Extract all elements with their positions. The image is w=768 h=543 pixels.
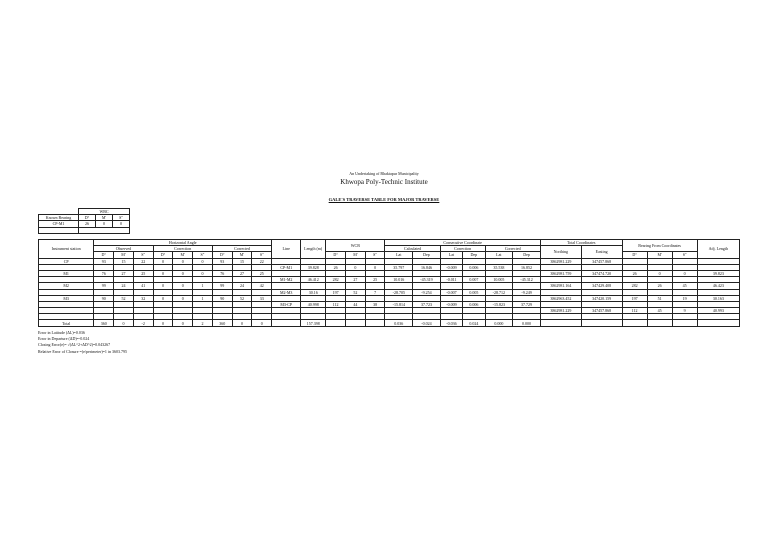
- col-bfc-s: S": [672, 252, 697, 258]
- northing-value: 3862981.229: [540, 258, 581, 264]
- total-row: [39, 320, 740, 326]
- total-observed: -2: [133, 320, 153, 326]
- corrected-angle: 93: [212, 258, 232, 264]
- col-easting: Easting: [581, 246, 622, 258]
- total-calc: 0.036: [385, 320, 413, 326]
- known-bearing-table: [38, 208, 130, 234]
- observed-angle: 76: [94, 270, 114, 276]
- total-corrected-coord: 0.000: [513, 320, 541, 326]
- corrected-angle: 27: [232, 270, 252, 276]
- corrected-angle: 52: [232, 295, 252, 301]
- col-bearing-from-coordinates: Bearing From Coordinates: [622, 240, 697, 252]
- northing-value: 3862963.452: [540, 295, 581, 301]
- bearing-from-coord: 26: [647, 283, 672, 289]
- col-horizontal-angle: Horizontal Angle: [94, 240, 272, 246]
- bearing-from-coord: 112: [622, 308, 647, 314]
- note-relative-error: Relative Error of Closure =(e/perimeter)=1 in 3603.795: [38, 348, 128, 354]
- municipality-line: An Undertaking of Bhaktapur Municipality: [349, 171, 419, 176]
- wcb-title: WBC: [79, 209, 130, 215]
- col-dep: Dep: [463, 252, 485, 258]
- corrected-angle: 24: [232, 283, 252, 289]
- observed-angle: 99: [94, 283, 114, 289]
- line-name: M2-M3: [272, 289, 301, 295]
- col-m: M': [232, 252, 252, 258]
- observed-angle: 93: [94, 258, 114, 264]
- corrected-angle: 15: [232, 258, 252, 264]
- col-total-coordinates: Total Coordinates: [540, 240, 622, 246]
- observed-angle: 22: [133, 258, 153, 264]
- line-wcb: 112: [326, 301, 346, 307]
- line-wcb: 44: [345, 301, 365, 307]
- col-corrected: Corrected: [212, 246, 271, 252]
- observed-angle: 52: [114, 295, 134, 301]
- col-s: S": [252, 252, 272, 258]
- line-length: 39.828: [301, 264, 326, 270]
- calc-coord: -45.319: [413, 277, 441, 283]
- col-bfc-d: D°: [622, 252, 647, 258]
- line-name: M1-M2: [272, 277, 301, 283]
- total-observed: 360: [94, 320, 114, 326]
- angle-correction: 0: [173, 270, 193, 276]
- bearing-from-coord: 197: [622, 295, 647, 301]
- coord-correction: -0.007: [440, 289, 462, 295]
- empty-cell: [647, 320, 672, 326]
- empty-cell: [365, 320, 385, 326]
- col-wcb-s: S": [365, 252, 385, 258]
- corrected-coord: -45.312: [513, 277, 541, 283]
- col-wcb-d: D°: [326, 252, 346, 258]
- corrected-angle: 33: [252, 295, 272, 301]
- corrected-coord: -15.823: [485, 301, 513, 307]
- known-bearing-label: Known Bearing: [39, 215, 79, 221]
- corrected-angle: 22: [252, 258, 272, 264]
- known-bearing-m: 0: [96, 221, 113, 227]
- col-wcb-m: M': [345, 252, 365, 258]
- col-length: Length (m): [301, 240, 326, 259]
- line-wcb: 26: [326, 264, 346, 270]
- col-s: S": [193, 252, 213, 258]
- angle-correction: 0: [193, 258, 213, 264]
- bearing-from-coord: 51: [647, 295, 672, 301]
- line-wcb: 0: [345, 264, 365, 270]
- calc-coord: -28.705: [385, 289, 413, 295]
- col-m: M': [173, 252, 193, 258]
- known-bearing-d: 26: [79, 221, 96, 227]
- coord-correction: 0.007: [463, 277, 485, 283]
- total-corrected: 0: [232, 320, 252, 326]
- col-instrument-station: Instrument station: [39, 240, 94, 259]
- error-notes: [38, 330, 127, 355]
- col-consecutive: Consecutive Coordinate: [385, 240, 540, 246]
- easting-value: 347429.408: [581, 283, 622, 289]
- line-wcb: 0: [365, 264, 385, 270]
- observed-angle: 27: [114, 270, 134, 276]
- easting-value: 347457.868: [581, 308, 622, 314]
- corrected-coord: 35.538: [485, 264, 513, 270]
- corrected-angle: 90: [212, 295, 232, 301]
- col-d: D°: [212, 252, 232, 258]
- col-d: D°: [94, 252, 114, 258]
- bearing-from-coord: 26: [622, 270, 647, 276]
- empty-cell: [540, 320, 581, 326]
- total-length: 157.398: [301, 320, 326, 326]
- corrected-angle: 76: [212, 270, 232, 276]
- bearing-from-coord: 282: [622, 283, 647, 289]
- line-name: M3-CP: [272, 301, 301, 307]
- station-name: M3: [39, 295, 94, 301]
- line-wcb: 27: [345, 277, 365, 283]
- empty-cell: [345, 320, 365, 326]
- calc-coord: 37.723: [413, 301, 441, 307]
- corrected-angle: 42: [252, 283, 272, 289]
- adjusted-length: 30.163: [697, 295, 739, 301]
- adjusted-length: 40.993: [697, 308, 739, 314]
- empty-cell: [326, 320, 346, 326]
- easting-value: 347474.720: [581, 270, 622, 276]
- total-corrected: 0: [252, 320, 272, 326]
- line-wcb: 7: [365, 289, 385, 295]
- angle-correction: 1: [193, 295, 213, 301]
- note-latitude-error: Error in Latitude (ΔL)=0.036: [38, 330, 85, 335]
- observed-angle: 41: [133, 283, 153, 289]
- corrected-angle: 25: [252, 270, 272, 276]
- adjusted-length: 39.823: [697, 270, 739, 276]
- bearing-from-coord: 0: [672, 270, 697, 276]
- col-line: Line: [272, 240, 301, 259]
- col-lat: Lat: [440, 252, 462, 258]
- coord-correction: -0.011: [440, 277, 462, 283]
- total-correction: 2: [193, 320, 213, 326]
- observed-angle: 25: [133, 270, 153, 276]
- total-observed: 0: [114, 320, 134, 326]
- note-departure-error: Error in Departure (ΔD)=-0.024: [38, 336, 90, 342]
- calc-coord: 16.846: [413, 264, 441, 270]
- coord-correction: -0.009: [440, 264, 462, 270]
- wcb-col-s: S": [113, 215, 130, 221]
- observed-angle: 15: [114, 258, 134, 264]
- total-correction: 0: [153, 320, 173, 326]
- total-coord-correction: -0.036: [440, 320, 462, 326]
- empty-cell: [697, 320, 739, 326]
- angle-correction: 0: [173, 258, 193, 264]
- bearing-from-coord: 19: [672, 295, 697, 301]
- col-northing: Northing: [540, 246, 581, 258]
- total-correction: 0: [173, 320, 193, 326]
- col-correction: Correction: [153, 246, 212, 252]
- easting-value: 347457.868: [581, 258, 622, 264]
- bearing-from-coord: 0: [647, 270, 672, 276]
- observed-angle: 24: [114, 283, 134, 289]
- empty-cell: [622, 320, 647, 326]
- corrected-coord: -28.712: [485, 289, 513, 295]
- northing-value: 3862981.164: [540, 283, 581, 289]
- corrected-coord: -9.249: [513, 289, 541, 295]
- total-corrected-coord: 0.000: [485, 320, 513, 326]
- bearing-from-coord: 45: [647, 308, 672, 314]
- line-length: 46.412: [301, 277, 326, 283]
- calc-coord: 10.016: [385, 277, 413, 283]
- angle-correction: 0: [173, 295, 193, 301]
- angle-correction: 0: [193, 270, 213, 276]
- northing-value: 3862981.229: [540, 308, 581, 314]
- col-calculated: Calculated: [385, 246, 440, 252]
- calc-coord: 35.797: [385, 264, 413, 270]
- line-wcb: 282: [326, 277, 346, 283]
- col-bfc-m: M': [647, 252, 672, 258]
- col-coord-corrected: Corrected: [485, 246, 540, 252]
- line-wcb: 197: [326, 289, 346, 295]
- line-wcb: 52: [345, 289, 365, 295]
- coord-correction: 0.005: [463, 289, 485, 295]
- northing-value: 3862981.759: [540, 270, 581, 276]
- line-length: 30.16: [301, 289, 326, 295]
- line-name: CP-M1: [272, 264, 301, 270]
- angle-correction: 0: [153, 270, 173, 276]
- coord-correction: -0.009: [440, 301, 462, 307]
- wcb-col-m: M': [96, 215, 113, 221]
- table-title: GALE'S TRAVERSE TABLE FOR MAJOR TRAVERSE: [328, 197, 440, 202]
- total-calc: -0.024: [413, 320, 441, 326]
- easting-value: 347420.159: [581, 295, 622, 301]
- col-dep: Dep: [413, 252, 441, 258]
- station-name: M1: [39, 270, 94, 276]
- angle-correction: 1: [193, 283, 213, 289]
- total-corrected: 360: [212, 320, 232, 326]
- bearing-from-coord: 9: [672, 308, 697, 314]
- total-coord-correction: 0.024: [463, 320, 485, 326]
- observed-angle: 90: [94, 295, 114, 301]
- adjusted-length: 46.423: [697, 283, 739, 289]
- col-coord-correction: Correction: [440, 246, 485, 252]
- col-lat: Lat: [385, 252, 413, 258]
- bearing-from-coord: 45: [672, 283, 697, 289]
- corrected-coord: 10.005: [485, 277, 513, 283]
- known-bearing-line: CP-M1: [39, 221, 79, 227]
- col-m: M': [114, 252, 134, 258]
- empty-cell: [672, 320, 697, 326]
- calc-coord: -9.254: [413, 289, 441, 295]
- observed-angle: 32: [133, 295, 153, 301]
- angle-correction: 0: [173, 283, 193, 289]
- coord-correction: 0.006: [463, 301, 485, 307]
- station-name: CP: [39, 258, 94, 264]
- col-adj-length: Adj. Length: [697, 240, 739, 259]
- corrected-angle: 99: [212, 283, 232, 289]
- col-d: D°: [153, 252, 173, 258]
- line-wcb: 38: [365, 301, 385, 307]
- line-length: 40.998: [301, 301, 326, 307]
- station-name: M2: [39, 283, 94, 289]
- empty-cell: [272, 320, 301, 326]
- col-lat: Lat: [485, 252, 513, 258]
- wcb-col-d: D°: [79, 215, 96, 221]
- col-s: S": [133, 252, 153, 258]
- empty-cell: [581, 320, 622, 326]
- col-observed: Observed: [94, 246, 153, 252]
- corrected-coord: 16.852: [513, 264, 541, 270]
- col-dep: Dep: [513, 252, 541, 258]
- angle-correction: 0: [153, 295, 173, 301]
- angle-correction: 0: [153, 258, 173, 264]
- angle-correction: 0: [153, 283, 173, 289]
- col-wcb: WCB: [326, 240, 385, 252]
- calc-coord: -15.814: [385, 301, 413, 307]
- known-bearing-s: 0: [113, 221, 130, 227]
- line-wcb: 25: [365, 277, 385, 283]
- total-label: Total: [39, 320, 94, 326]
- traverse-table: [38, 239, 740, 327]
- coord-correction: 0.006: [463, 264, 485, 270]
- institute-name: Khwopa Poly-Technic Institute: [340, 178, 428, 186]
- corrected-coord: 37.729: [513, 301, 541, 307]
- note-closing-error: Closing Error(e)= √(ΔL^2+ΔD^2)=0.043267: [38, 342, 111, 348]
